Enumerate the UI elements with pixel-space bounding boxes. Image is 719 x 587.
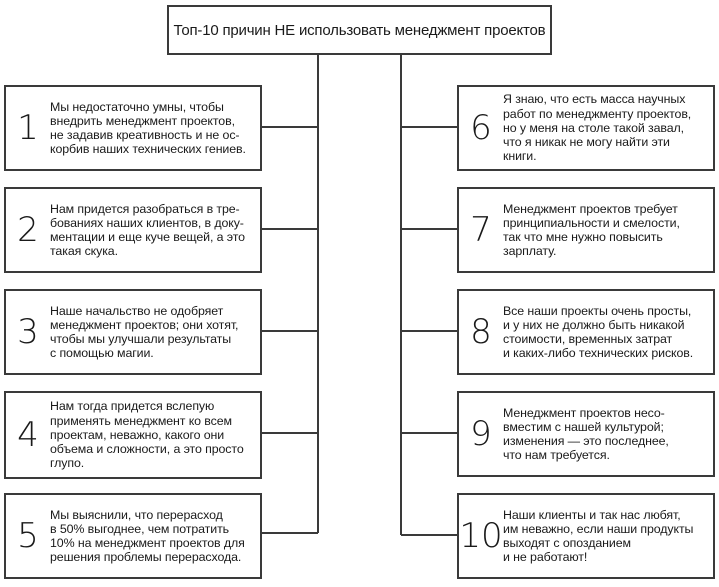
reason-box-10: [457, 493, 715, 579]
reason-box-5: [4, 493, 262, 579]
reason-number: 10: [459, 516, 503, 556]
reason-text: Наше начальство не одобряет менеджмент проектов; они хотят, чтобы мы улучшали результаты с помощью магии.: [50, 303, 239, 361]
reason-number: 9: [470, 414, 492, 454]
reason-number: 3: [17, 312, 39, 352]
reason-number: 8: [470, 312, 492, 352]
reason-text: Я знаю, что есть масса научных работ по менеджменту проектов, но у меня на столе такой завал, что я никак не могу найти эти книги.: [503, 92, 692, 164]
reason-text: Нам придется разобраться в тре- бованиях наших клиентов, в доку- ментации и еще куче вещей, а это такая скука.: [50, 201, 245, 259]
reason-text: Мы выяснили, что перерасход в 50% выгоднее, чем потратить 10% на менеджмент проектов для решения проблемы перерасхода.: [50, 507, 245, 565]
reason-text: Менеджмент проектов несо- вместим с нашей культурой; изменения — это последнее, что нам требуется.: [503, 405, 669, 463]
reason-box-4: [4, 391, 262, 479]
reason-number: 6: [470, 108, 492, 148]
reason-number: 4: [17, 415, 39, 455]
reason-box-1: [4, 85, 262, 171]
reason-box-9: [457, 391, 715, 477]
reason-text: Наши клиенты и так нас любят, им неважно, если наши продукты выходят с опозданием и не работают!: [503, 507, 694, 565]
reason-text: Менеджмент проектов требует принципиальности и смелости, так что мне нужно повысить зарплату.: [503, 201, 680, 259]
reason-box-8: [457, 289, 715, 375]
reason-number: 1: [17, 108, 39, 148]
reason-number: 7: [470, 210, 492, 250]
reason-number: 2: [17, 210, 39, 250]
reason-box-3: [4, 289, 262, 375]
reason-text: Все наши проекты очень просты, и у них не должно быть никакой стоимости, временных затрат и каких-либо технических рисков.: [503, 303, 694, 361]
reason-number: 5: [17, 516, 39, 556]
diagram-title: Топ-10 причин НЕ использовать менеджмент проектов: [167, 5, 552, 55]
reason-text: Мы недостаточно умны, чтобы внедрить менеджмент проектов, не задавив креативность и не ос- корбив наших технических гениев.: [50, 99, 246, 157]
reason-text: Нам тогда придется вслепую применять менеджмент ко всем проектам, неважно, какого они объема и сложности, а это просто глупо.: [50, 399, 244, 471]
reason-box-6: [457, 85, 715, 171]
reason-box-7: [457, 187, 715, 273]
reason-box-2: [4, 187, 262, 273]
